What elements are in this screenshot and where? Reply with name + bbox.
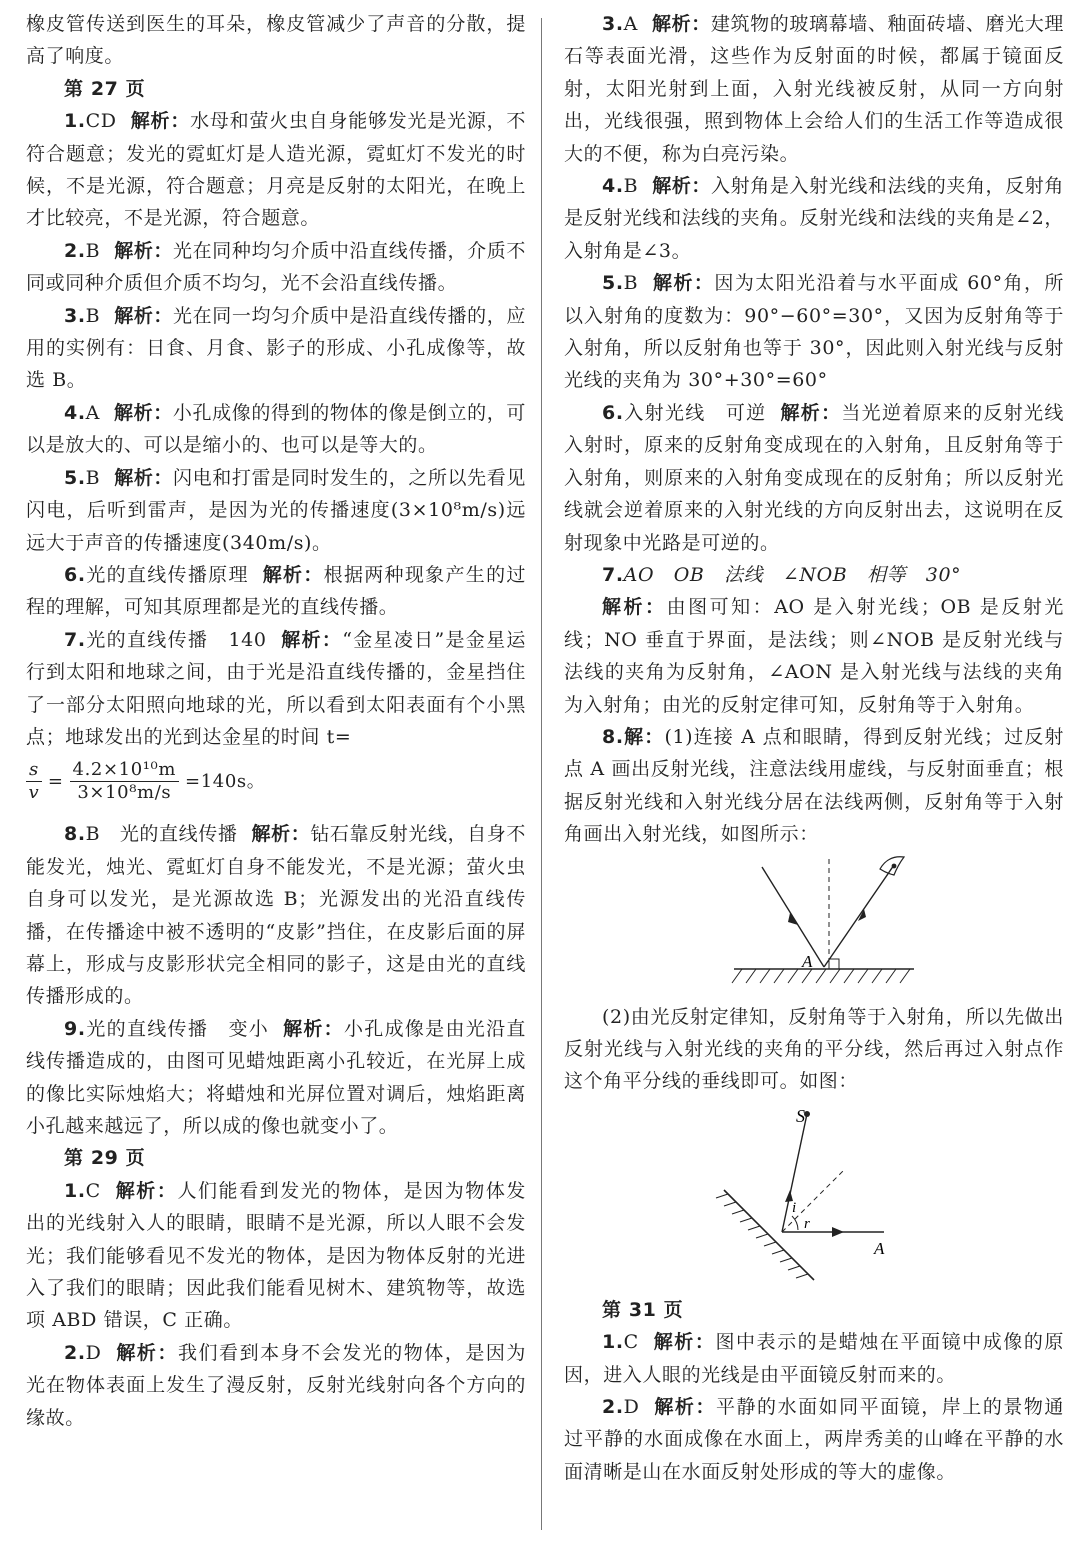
- answer-item-q8: 8.解：(1)连接 A 点和眼睛，得到反射光线；过反射点 A 画出反射光线，注意法线用虚线，与反射面垂直；根据反射光线和入射光线分居在法线两侧，反射角等于入射角画出入射光线，如图所示：: [564, 725, 1065, 846]
- answer-item: 6.光的直线传播原理 解析：根据两种现象产生的过程的理解，可知其原理都是光的直线传播。: [26, 563, 526, 619]
- section-heading-p31: 第 31 页: [602, 1298, 684, 1321]
- reflection-diagram: [694, 851, 934, 1001]
- answer-item: 1.CD 解析：水母和萤火虫自身能够发光是光源，不符合题意；发光的霓虹灯是人造光源，霓虹灯不发光的时候，不是光源，符合题意；月亮是反射的太阳光，在晚上才比较亮，不是光源，符合题意。: [26, 110, 526, 230]
- p27-answers: [26, 105, 526, 753]
- point-a-label: A: [874, 1238, 885, 1258]
- angle-i-label: i: [792, 1199, 797, 1216]
- p29-answers: [26, 1175, 526, 1434]
- answer-item: 7.光的直线传播 140 解析：“金星凌日”是金星运行到太阳和地球之间，由于光是沿直线传播的，金星挡住了一部分太阳照向地球的光，所以看到太阳表面有个小黑点；地球发出的光到达金星的时间 t=: [26, 628, 526, 748]
- angle-r-label: r: [804, 1215, 811, 1232]
- answer-item: 2.D 解析：我们看到本身不会发光的物体，是因为光在物体表面上发生了漫反射，反射光线射向各个方向的缘故。: [26, 1341, 527, 1429]
- answer-item: 4.B 解析：入射角是入射光线和法线的夹角，反射角是反射光线和法线的夹角。反射光线和法线的夹角是∠2，入射角是∠3。: [564, 175, 1064, 262]
- answer-item: 2.D 解析：平静的水面如同平面镜，岸上的景物通过平静的水面成像在水面上，两岸秀美的山峰在平静的水面清晰是山在水面反射处形成的等大的虚像。: [564, 1396, 1065, 1483]
- answer-item: 8.B 光的直线传播 解析：钻石靠反射光线，自身不能发光，烛光、霓虹灯自身不能发光，不是光源；萤火虫自身可以发光，是光源故选 B；光源发出的光沿直线传播，在传播途中被不透明的“皮影”挡住，在皮影后面的屏幕上，形成与皮影形状完全相同的影子，这是由光的直线传播形成的。: [26, 823, 526, 1008]
- answer-item: 5.B 解析：因为太阳光沿着与水平面成 60°角，所以入射角的度数为：90°−60°=30°，又因为反射角等于入射角，所以反射角也等于 30°，因此则入射光线与反射光线的夹角为 30°+30°=60°: [564, 272, 1064, 392]
- answer-item: 2.B 解析：光在同种均匀介质中沿直线传播，介质不同或同种介质但介质不均匀，光不会沿直线传播。: [26, 239, 526, 295]
- right-column: [564, 8, 1064, 1488]
- fraction-s-over-v: $\frac{s}{v}$: [26, 759, 42, 804]
- answer-item: 1.C 解析：图中表示的是蜡烛在平面镜中成像的原因，进入人眼的光线是由平面镜反射而来的。: [564, 1331, 1065, 1386]
- answer-item: 4.A 解析：小孔成像的得到的物体的像是倒立的，可以是放大的、可以是缩小的、也可以是等大的。: [26, 401, 526, 457]
- section-heading-p29: 第 29 页: [64, 1147, 146, 1170]
- answer-item-q7-header: 7.AO OB 法线 ∠NOB 相等 30°: [602, 563, 962, 586]
- answer-item-q8-part2: (2)由光反射定律知，反射角等于入射角，所以先做出反射光线与入射光线的夹角的平分线，然后再过入射点作这个角平分线的垂线即可。如图：: [564, 1005, 1064, 1093]
- answer-item: 6.入射光线 可逆 解析：当光逆着原来的反射光线入射时，原来的反射角变成现在的入射角，且反射角等于入射角，则原来的入射角变成现在的反射角；所以反射光线就会逆着原来的入射光线的方向反射出去，这说明在反射现象中光路是可逆的。: [564, 401, 1064, 554]
- mirror-construction-diagram: [694, 1104, 934, 1294]
- column-divider: [541, 18, 542, 1530]
- p27-answers-cont: [26, 818, 526, 1142]
- answer-item: 9.光的直线传播 变小 解析：小孔成像是由光沿直线传播造成的，由图可见蜡烛距离小孔较近，在光屏上成的像比实际烛焰大；将蜡烛和光屏位置对调后，烛焰距离小孔越来越远了，所以成的像也就变小了。: [26, 1017, 526, 1137]
- fraction-distance-over-speed: $\frac{\text{4.2×10¹⁰m}}{\text{3×10⁸m/s}}$: [70, 759, 180, 804]
- mirror-hatching: [732, 969, 910, 983]
- section-heading-p27: 第 27 页: [64, 77, 146, 100]
- time-formula: $\frac{s}{v}$ = $\frac{\text{4.2×10¹⁰m}}{\text{3×10⁸m/s}}$ =140s。: [26, 759, 526, 804]
- answer-item: 3.A 解析：建筑物的玻璃幕墙、釉面砖墙、磨光大理石等表面光滑，这些作为反射面的时候，都属于镜面反射，太阳光射到上面，入射光线被反射，从同一方向射出，光线很强，照到物体上会给人们的生活工作等造成很大的不便，称为白亮污染。: [564, 13, 1064, 165]
- point-s-label: S: [796, 1105, 806, 1126]
- answer-item-q7-explain: 解析：由图可知：AO 是入射光线；OB 是反射光线；NO 垂直于界面，是法线；则∠NOB 是反射光线与法线的夹角为反射角，∠AON 是入射光线与法线的夹角为入射角；由光的反射定律可知，反射角等于入射角。: [564, 596, 1064, 716]
- answer-item: 5.B 解析：闪电和打雷是同时发生的，之所以先看见闪电，后听到雷声，是因为光的传播速度(3×10⁸m/s)远远大于声音的传播速度(340m/s)。: [26, 466, 526, 554]
- intro-paragraph: 橡皮管传送到医生的耳朵，橡皮管减少了声音的分散，提高了响度。: [26, 13, 526, 68]
- left-column: [26, 8, 526, 1434]
- answer-item: 3.B 解析：光在同一均匀介质中是沿直线传播的，应用的实例有：日食、月食、影子的形成、小孔成像等，故选 B。: [26, 304, 526, 392]
- point-a-label: A: [802, 951, 813, 971]
- answer-item: 1.C 解析：人们能看到发光的物体，是因为物体发出的光线射入人的眼睛，眼睛不是光源，所以人眼不会发光；我们能够看见不发光的物体，是因为物体反射的光进入了我们的眼睛；因此我们能看见树木、建筑物等，故选项 ABD 错误，C 正确。: [26, 1179, 527, 1332]
